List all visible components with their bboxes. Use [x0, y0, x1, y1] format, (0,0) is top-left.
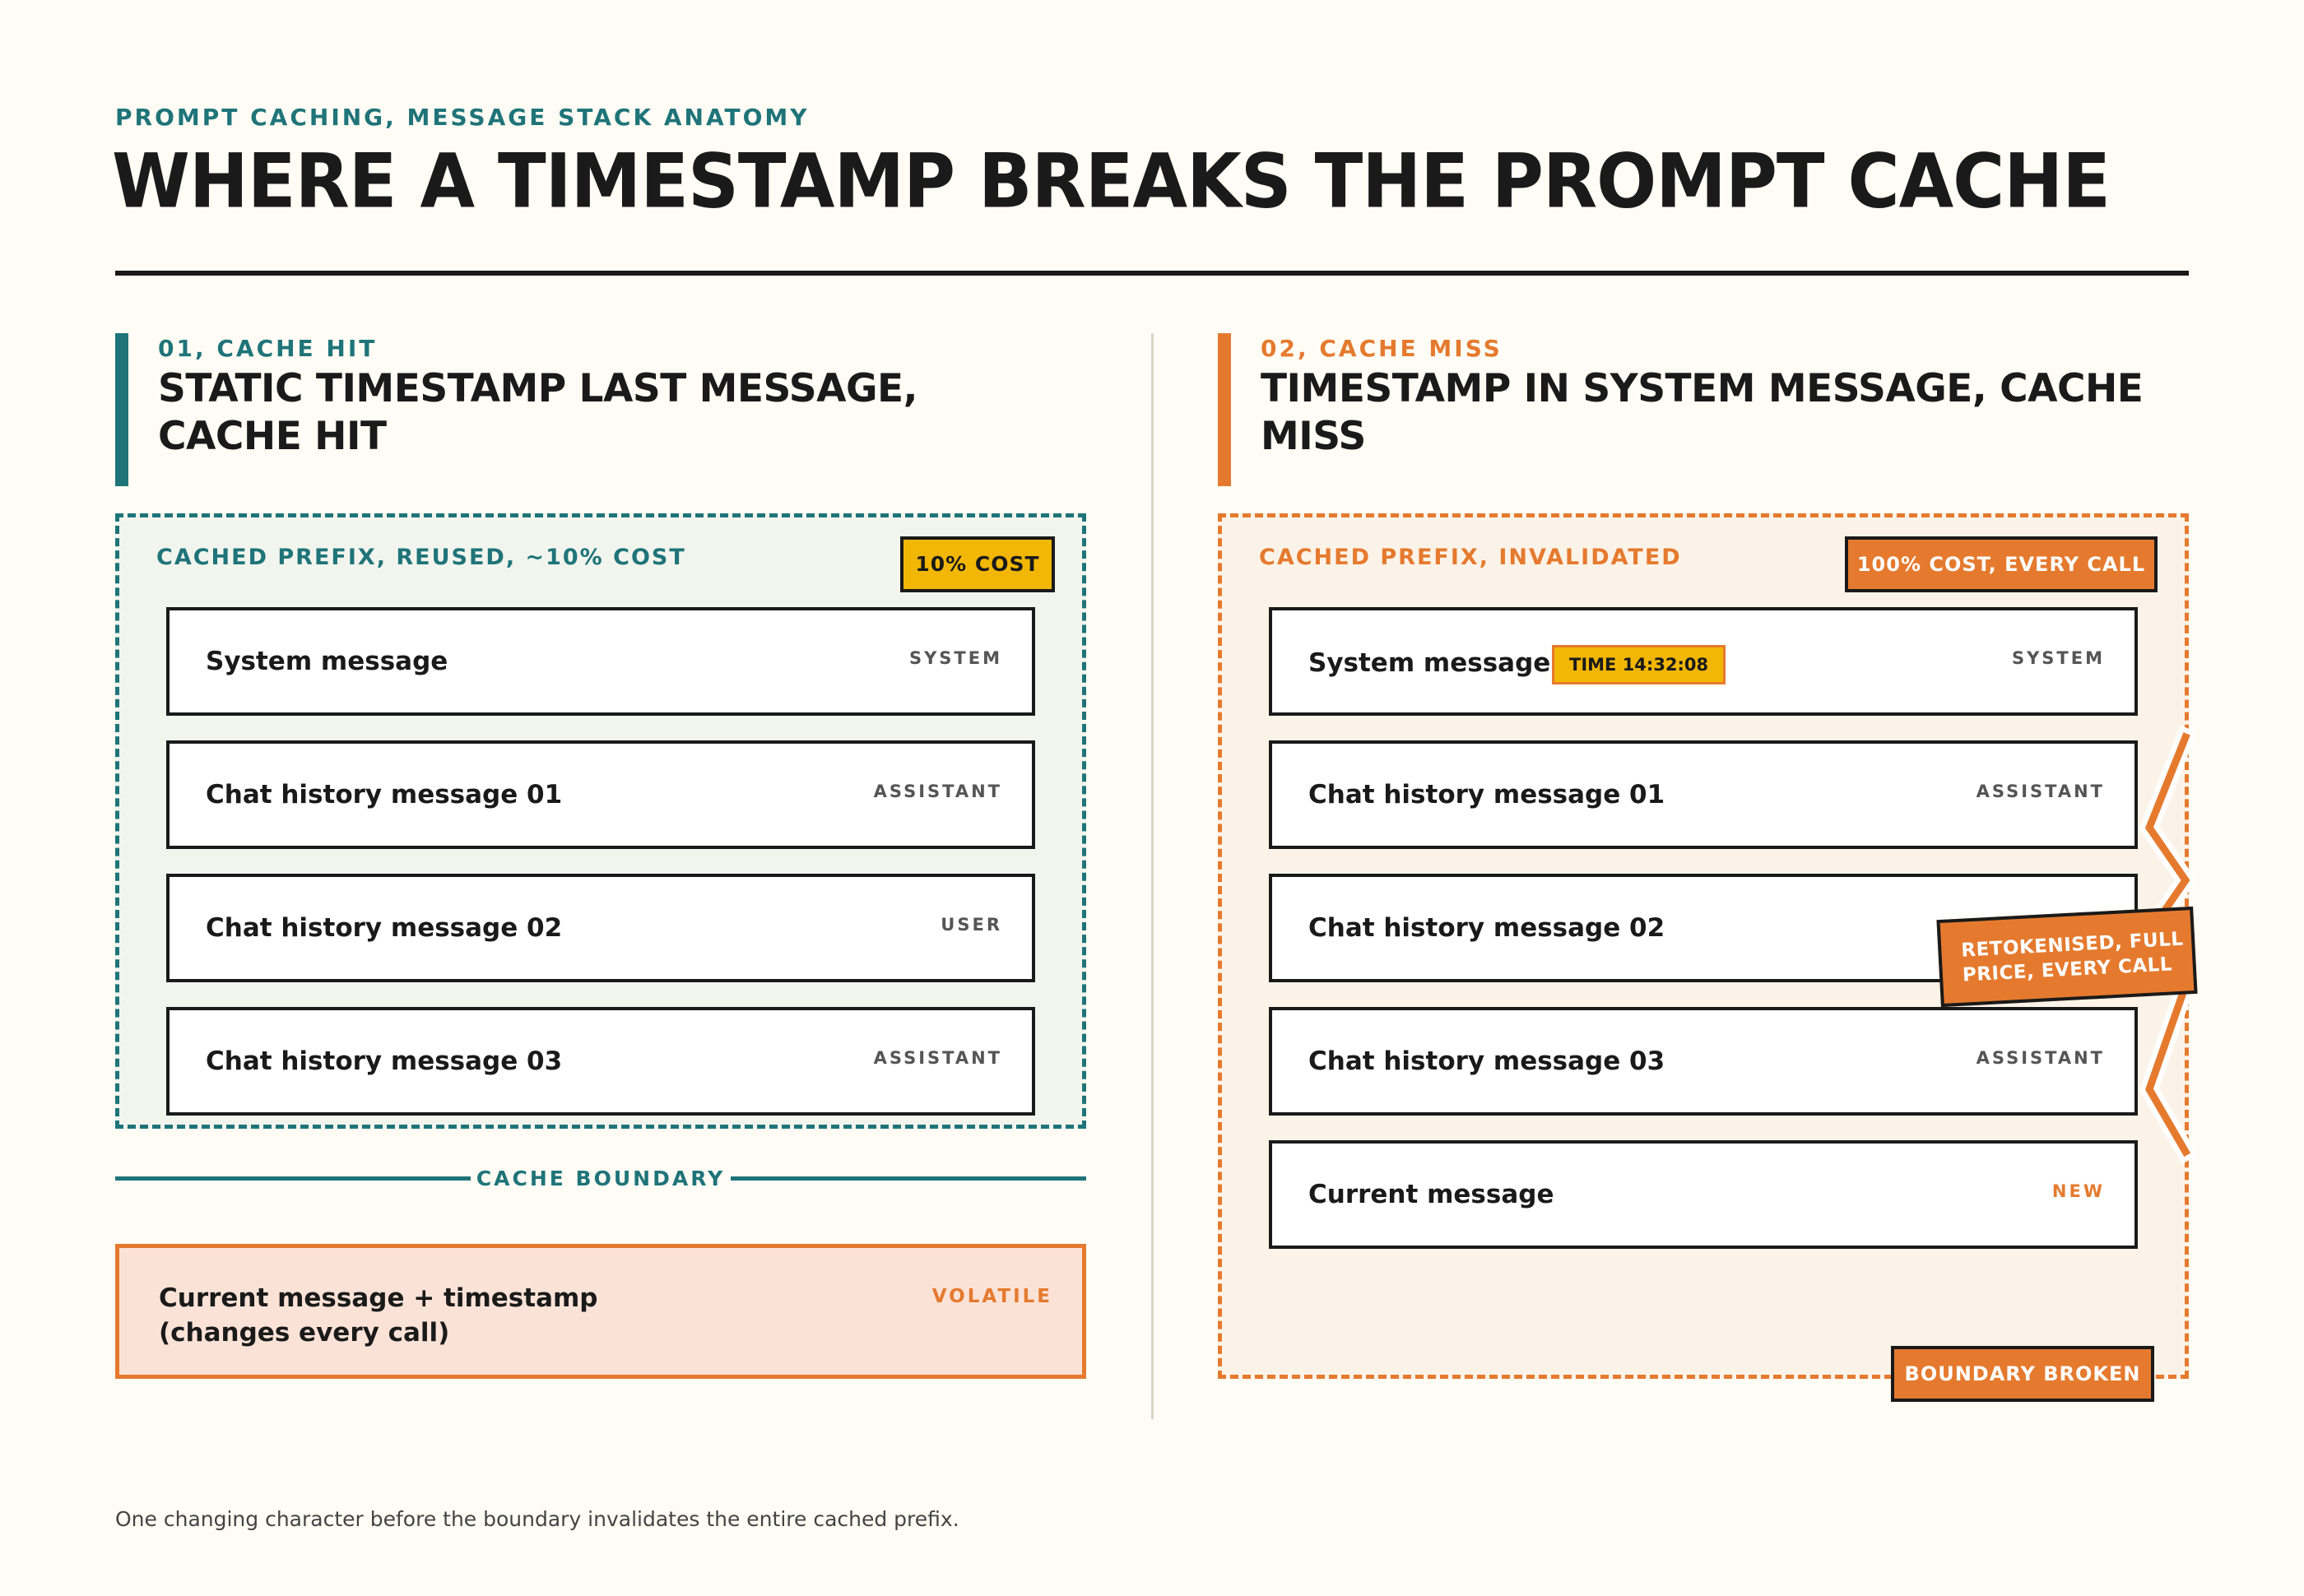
left-message-system [166, 607, 1035, 716]
role-tag: SYSTEM [908, 648, 1002, 668]
volatile-line2: (changes every call) [159, 1318, 450, 1348]
message-label: System message [206, 647, 448, 676]
right-title-line1: TIMESTAMP IN SYSTEM MESSAGE, CACHE [1261, 366, 2144, 411]
message-label: Chat history message 02 [1308, 913, 1665, 943]
message-label: Chat history message 03 [1308, 1046, 1665, 1076]
message-label: System message [1308, 648, 1551, 679]
volatile-line1: Current message + timestamp [159, 1283, 598, 1313]
cache-boundary-line-right [731, 1176, 1086, 1181]
left-message-history-02 [166, 874, 1035, 982]
left-message-history-01 [166, 740, 1035, 849]
left-zone-label: CACHED PREFIX, REUSED, ~10% COST [156, 545, 686, 570]
header-divider [115, 271, 2189, 276]
right-section-accent-bar [1218, 333, 1231, 486]
footer-note: One changing character before the boundary invalidates the entire cached prefix. [115, 1507, 959, 1531]
role-tag: SYSTEM [2011, 648, 2105, 668]
left-title-line2: CACHE HIT [158, 414, 387, 459]
left-section-tag: 01, CACHE HIT [158, 335, 378, 362]
right-title-line2: MISS [1261, 414, 1366, 459]
volatile-current-message [115, 1244, 1086, 1379]
right-cost-badge: 100% COST, EVERY CALL [1845, 536, 2158, 592]
boundary-broken-badge: BOUNDARY BROKEN [1891, 1346, 2154, 1402]
volatile-message-text [159, 1281, 597, 1350]
right-message-system [1269, 607, 2138, 716]
message-label: Chat history message 01 [1308, 780, 1665, 810]
role-tag: NEW [2051, 1181, 2105, 1201]
right-section-tag: 02, CACHE MISS [1261, 335, 1503, 362]
role-tag: ASSISTANT [1976, 782, 2105, 801]
volatile-tag: VOLATILE [931, 1286, 1052, 1307]
timestamp-chip: TIME 14:32:08 [1552, 645, 1726, 684]
left-cost-badge: 10% COST [900, 536, 1055, 592]
role-tag: ASSISTANT [873, 782, 1002, 801]
right-message-current [1269, 1140, 2138, 1249]
right-message-history-01 [1269, 740, 2138, 849]
eyebrow-label: PROMPT CACHING, MESSAGE STACK ANATOMY [115, 104, 810, 131]
cache-boundary-label: CACHE BOUNDARY [476, 1167, 726, 1190]
left-title-line1: STATIC TIMESTAMP LAST MESSAGE, [158, 366, 918, 411]
right-zone-label: CACHED PREFIX, INVALIDATED [1259, 545, 1682, 570]
role-tag: ASSISTANT [1976, 1048, 2105, 1068]
left-section-accent-bar [115, 333, 128, 486]
message-label: Chat history message 02 [206, 913, 563, 943]
page-title: WHERE A TIMESTAMP BREAKS THE PROMPT CACHE [112, 138, 2111, 225]
cache-boundary-line-left [115, 1176, 471, 1181]
left-section-title [158, 365, 1063, 461]
column-divider [1151, 333, 1154, 1419]
message-label: Chat history message 01 [206, 780, 563, 810]
message-label: Current message [1308, 1180, 1554, 1209]
right-section-title [1261, 365, 2182, 461]
callout-line1: RETOKENISED, FULL [1960, 928, 2185, 962]
retokenised-callout [1936, 907, 2197, 1007]
role-tag: ASSISTANT [873, 1048, 1002, 1068]
left-message-history-03 [166, 1007, 1035, 1116]
role-tag: USER [941, 915, 1002, 935]
callout-text [1961, 927, 2186, 988]
callout-line2: PRICE, EVERY CALL [1962, 953, 2173, 986]
right-message-history-03 [1269, 1007, 2138, 1116]
message-label: Chat history message 03 [206, 1046, 563, 1076]
